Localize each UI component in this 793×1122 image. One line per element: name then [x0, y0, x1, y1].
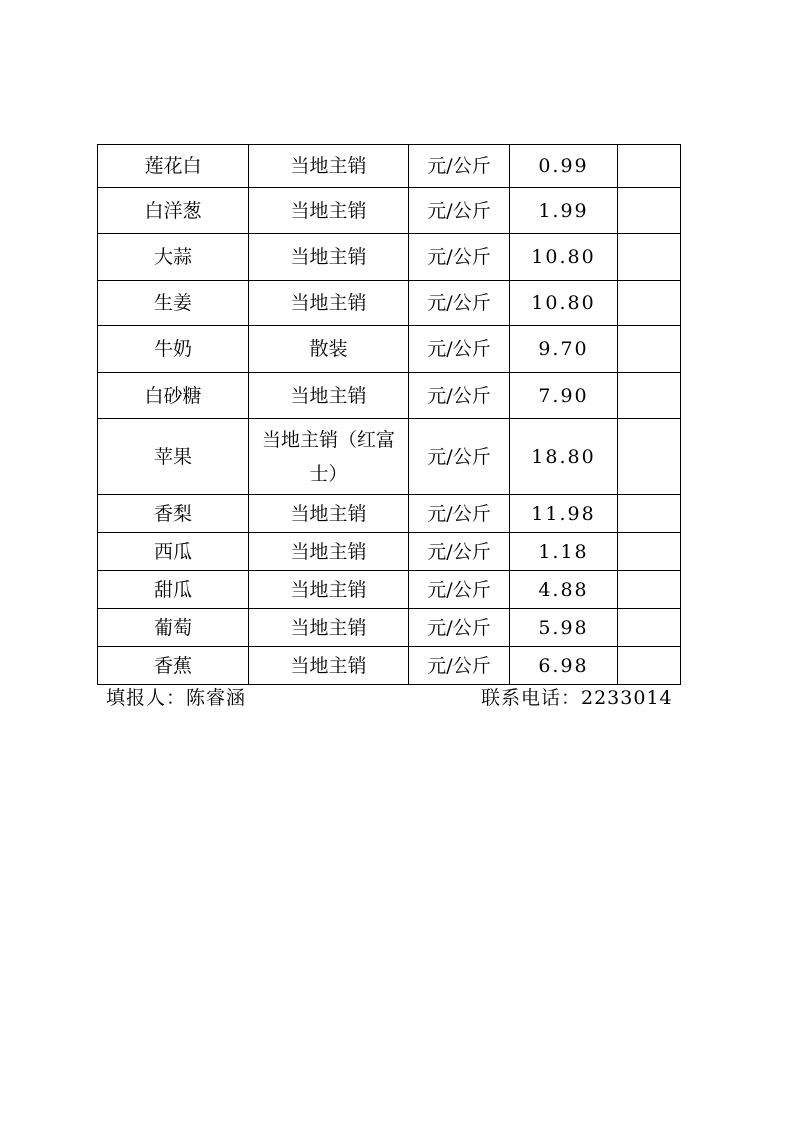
spec-cell: 当地主销	[249, 281, 409, 326]
note-cell	[618, 373, 681, 419]
contact-phone-line: 联系电话：2233014	[481, 687, 673, 709]
price-cell: 1.18	[510, 533, 618, 571]
unit-cell: 元/公斤	[409, 419, 510, 495]
table-row	[98, 145, 681, 188]
price-table	[97, 144, 681, 685]
item-name-cell: 西瓜	[98, 533, 249, 571]
note-cell	[618, 533, 681, 571]
unit-cell: 元/公斤	[409, 373, 510, 419]
table-row	[98, 234, 681, 281]
note-cell	[618, 571, 681, 609]
item-name-cell: 白砂糖	[98, 373, 249, 419]
table-row	[98, 281, 681, 326]
price-cell: 7.90	[510, 373, 618, 419]
spec-cell: 当地主销	[249, 609, 409, 647]
reporter-line: 填报人：陈睿涵	[106, 687, 247, 709]
table-row	[98, 647, 681, 685]
note-cell	[618, 188, 681, 234]
item-name-cell: 牛奶	[98, 326, 249, 373]
spec-cell: 当地主销	[249, 495, 409, 533]
spec-cell: 当地主销	[249, 188, 409, 234]
spec-cell: 当地主销	[249, 373, 409, 419]
note-cell	[618, 609, 681, 647]
spec-cell: 当地主销	[249, 533, 409, 571]
table-row	[98, 326, 681, 373]
note-cell	[618, 495, 681, 533]
unit-cell: 元/公斤	[409, 495, 510, 533]
note-cell	[618, 234, 681, 281]
item-name-cell: 葡萄	[98, 609, 249, 647]
price-cell: 6.98	[510, 647, 618, 685]
unit-cell: 元/公斤	[409, 234, 510, 281]
spec-cell: 当地主销	[249, 234, 409, 281]
unit-cell: 元/公斤	[409, 188, 510, 234]
unit-cell: 元/公斤	[409, 145, 510, 188]
table-row	[98, 188, 681, 234]
item-name-cell: 生姜	[98, 281, 249, 326]
note-cell	[618, 281, 681, 326]
spec-cell: 当地主销	[249, 571, 409, 609]
price-cell: 0.99	[510, 145, 618, 188]
note-cell	[618, 326, 681, 373]
unit-cell: 元/公斤	[409, 281, 510, 326]
price-cell: 9.70	[510, 326, 618, 373]
unit-cell: 元/公斤	[409, 571, 510, 609]
item-name-cell: 白洋葱	[98, 188, 249, 234]
table-row	[98, 495, 681, 533]
price-cell: 10.80	[510, 281, 618, 326]
unit-cell: 元/公斤	[409, 647, 510, 685]
table-row	[98, 571, 681, 609]
spec-cell: 当地主销	[249, 647, 409, 685]
unit-cell: 元/公斤	[409, 326, 510, 373]
price-cell: 10.80	[510, 234, 618, 281]
table-row	[98, 533, 681, 571]
spec-cell: 当地主销（红富士）	[249, 419, 409, 495]
unit-cell: 元/公斤	[409, 533, 510, 571]
table-row	[98, 609, 681, 647]
price-cell: 11.98	[510, 495, 618, 533]
price-cell: 4.88	[510, 571, 618, 609]
note-cell	[618, 145, 681, 188]
item-name-cell: 苹果	[98, 419, 249, 495]
item-name-cell: 甜瓜	[98, 571, 249, 609]
price-cell: 18.80	[510, 419, 618, 495]
spec-cell: 散装	[249, 326, 409, 373]
note-cell	[618, 419, 681, 495]
table-row	[98, 419, 681, 495]
unit-cell: 元/公斤	[409, 609, 510, 647]
note-cell	[618, 647, 681, 685]
item-name-cell: 大蒜	[98, 234, 249, 281]
item-name-cell: 莲花白	[98, 145, 249, 188]
price-cell: 5.98	[510, 609, 618, 647]
spec-cell: 当地主销	[249, 145, 409, 188]
table-row	[98, 373, 681, 419]
item-name-cell: 香蕉	[98, 647, 249, 685]
item-name-cell: 香梨	[98, 495, 249, 533]
price-cell: 1.99	[510, 188, 618, 234]
